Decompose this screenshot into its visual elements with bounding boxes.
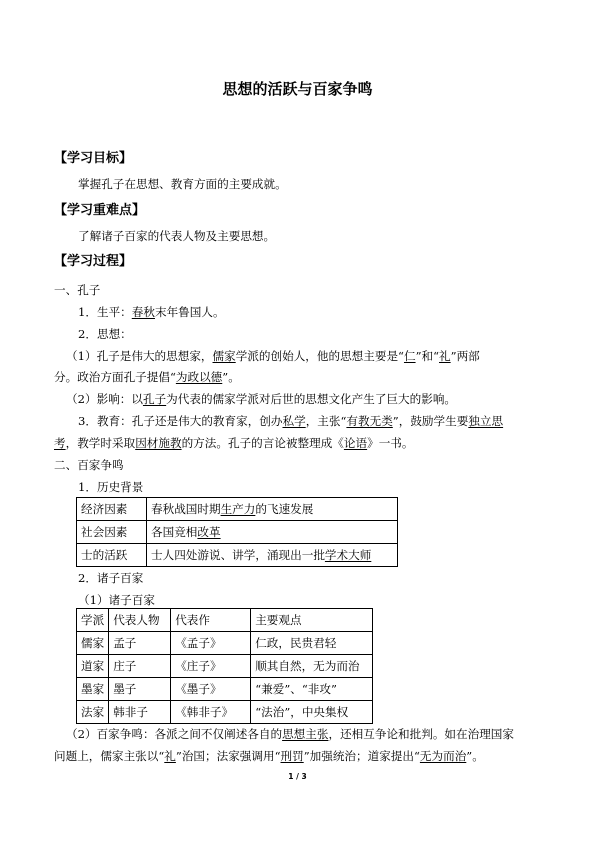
table-header-cell: 学派 [77, 609, 109, 632]
section-goal-heading: 【学习目标】 [54, 151, 133, 166]
page-title: 思想的活跃与百家争鸣 [222, 80, 373, 98]
table-cell: 道家 [77, 655, 109, 678]
part1-thought-2: 分。政治方面孔子提倡“为政以德”。 [54, 370, 240, 384]
table-row [77, 544, 398, 567]
table-cell: 经济因素 [77, 498, 147, 521]
part1-influence: （2）影响：以孔子为代表的儒家学派对后世的思想文化产生了巨大的影响。 [66, 392, 457, 406]
table-cell: 仁政，民贵君轻 [251, 632, 373, 655]
table-cell: 孟子 [109, 632, 171, 655]
part1-education-2: 考，教学时采取因材施教的方法。孔子的言论被整理成《论语》一书。 [54, 436, 414, 450]
table-row [77, 655, 373, 678]
table-cell: 法家 [77, 701, 109, 724]
page-number: 1 / 3 [288, 772, 307, 781]
table-cell: 韩非子 [109, 701, 171, 724]
table-cell: 士的活跃 [77, 544, 147, 567]
table-header-row [77, 609, 373, 632]
table-row [77, 632, 373, 655]
key-text: 了解诸子百家的代表人物及主要思想。 [78, 229, 276, 243]
table-cell: 士人四处游说、讲学，涌现出一批学术大师 [147, 544, 398, 567]
table-cell: 墨家 [77, 678, 109, 701]
table-cell: 墨子 [109, 678, 171, 701]
table-row [77, 678, 373, 701]
table-cell: “法治”，中央集权 [251, 701, 373, 724]
table-row [77, 701, 373, 724]
section-process-heading: 【学习过程】 [54, 254, 133, 269]
background-label: 1．历史背景 [78, 480, 144, 494]
section-key-heading: 【学习重难点】 [54, 203, 146, 218]
table-cell: 《韩非子》 [171, 701, 251, 724]
table-cell: 各国竞相改革 [147, 521, 398, 544]
table-row [77, 521, 398, 544]
schools-table [76, 608, 373, 724]
hundred-schools-2: 问题上，儒家主张以“礼”治国；法家强调用“刑罚”加强统治；道家提出“无为而治”。 [54, 749, 484, 763]
table-cell: 庄子 [109, 655, 171, 678]
table-cell: 《孟子》 [171, 632, 251, 655]
table-cell: 《庄子》 [171, 655, 251, 678]
part1-education-1: 3．教育：孔子还是伟大的教育家，创办私学，主张“有教无类”，鼓励学生要独立思 [78, 414, 504, 428]
table-cell: 顺其自然，无为而治 [251, 655, 373, 678]
schools-label: 2．诸子百家 [78, 571, 144, 585]
part1-thought-label: 2．思想： [78, 327, 132, 341]
table-cell: 春秋战国时期生产力的飞速发展 [147, 498, 398, 521]
part1-heading: 一、孔子 [54, 283, 101, 297]
part2-heading: 二、百家争鸣 [54, 458, 124, 472]
table-cell: 儒家 [77, 632, 109, 655]
hundred-schools-1: （2）百家争鸣：各派之间不仅阐述各自的思想主张，还相互争论和批判。如在治理国家 [66, 727, 514, 741]
table-header-cell: 代表人物 [109, 609, 171, 632]
part1-life: 1．生平：春秋末年鲁国人。 [78, 305, 225, 319]
background-table [76, 497, 398, 567]
part1-thought-1: （1）孔子是伟大的思想家，儒家学派的创始人，他的思想主要是“仁”和“礼”两部 [66, 349, 480, 363]
schools-sublabel: （1）诸子百家 [78, 593, 155, 607]
table-header-cell: 代表作 [171, 609, 251, 632]
table-cell: “兼爱”、“非攻” [251, 678, 373, 701]
table-row [77, 498, 398, 521]
table-cell: 社会因素 [77, 521, 147, 544]
goal-text: 掌握孔子在思想、教育方面的主要成就。 [78, 177, 287, 191]
table-cell: 《墨子》 [171, 678, 251, 701]
table-header-cell: 主要观点 [251, 609, 373, 632]
